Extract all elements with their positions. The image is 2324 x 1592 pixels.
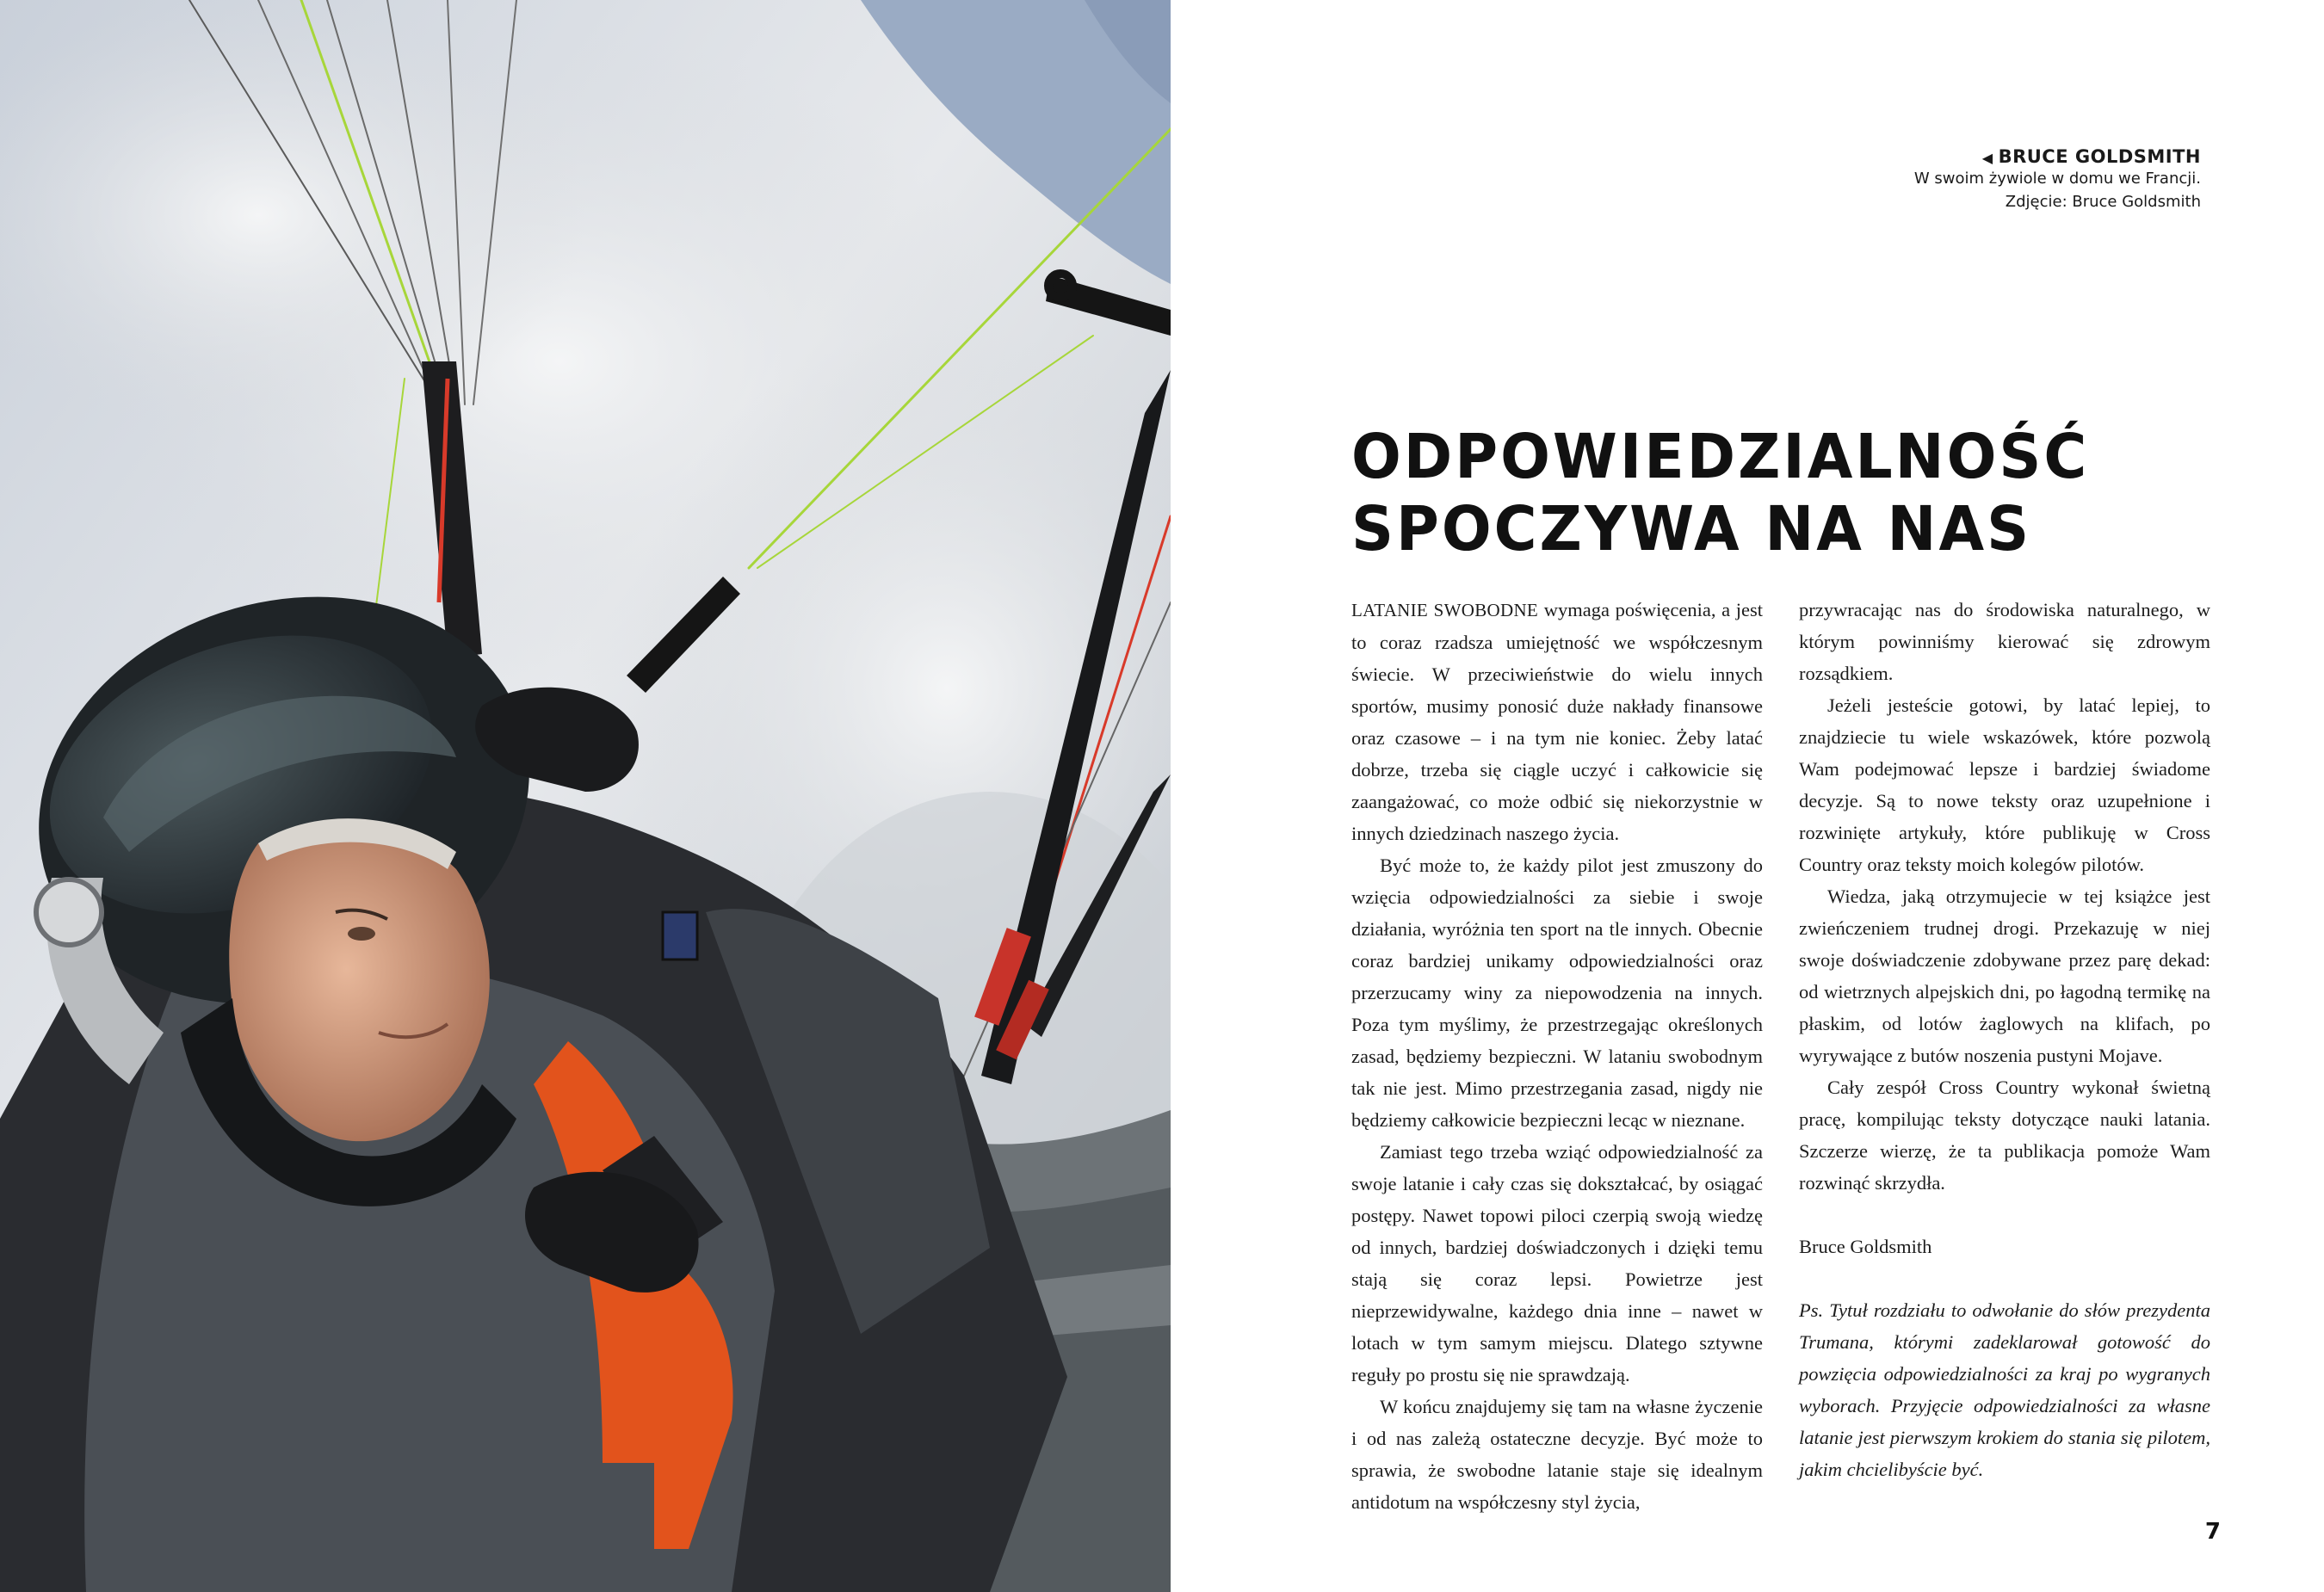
chapter-title [1351, 422, 2212, 566]
postscript: Ps. Tytuł rozdziału to odwołanie do słów prezydenta Trumana, którymi zadeklarował gotowość do powzięcia odpowiedzialności za kraj po wygranych wyborach. Przyjęcie odpowiedzialności za własne latanie jest pierwszym krokiem do stania się pilotem, jakim chcielibyście być. [1799, 1299, 2210, 1480]
body-paragraph: W końcu znajdujemy się tam na własne życzenie i od nas zależą ostateczne decyzje. Być może to sprawia, że swobodne latanie staje się idealnym antidotum na współczesny styl życia, [1351, 1396, 1763, 1513]
body-column-right [1799, 594, 2210, 1485]
photo-caption [1684, 146, 2201, 213]
page-number: 7 [2204, 1519, 2221, 1545]
body-paragraph: Jeżeli jesteście gotowi, by latać lepiej, to znajdziecie tu wiele wskazówek, które pozwolą Wam podejmować lepsze i bardziej świadome decyzje. Są to nowe teksty oraz uzupełnione i rozwinięte artykuły, które publikuję w Cross Country oraz teksty moich kolegów pilotów. [1799, 694, 2210, 875]
body-column-left [1351, 594, 1763, 1518]
caption-credit: Zdjęcie: Bruce Goldsmith [2005, 193, 2201, 211]
caption-arrow-icon: ◀ [1981, 150, 1993, 166]
body-paragraph: Być może to, że każdy pilot jest zmuszony do wzięcia odpowiedzialności za siebie i swoje działania, wyróżnia ten sport na tle innych. Obecnie coraz bardziej unikamy odpowiedzialności oraz przerzucamy winy za niepowodzenia na innych. Poza tym myślimy, że przestrzegając określonych zasad, będziemy bezpieczni. W lataniu swobodnym tak nie jest. Mimo przestrzegania zasad, nigdy nie będziemy całkowicie bezpieczni lecąc w nieznane. [1351, 855, 1763, 1131]
caption-description: W swoim żywiole w domu we Francji. [1913, 170, 2201, 188]
body-paragraph: Cały zespół Cross Country wykonał świetną pracę, kompilując teksty dotyczące nauki latania. Szczerze wierzę, że ta publikacja pomoże Wam rozwinąć skrzydła. [1799, 1077, 2210, 1194]
body-paragraph: Zamiast tego trzeba wziąć odpowiedzialność za swoje latanie i cały czas się dokształcać, by osiągać postępy. Nawet topowi piloci czerpią swoją wiedzę od innych, bardziej doświadczonych i dzięki temu stają się coraz lepsi. Powietrze jest nieprzewidywalne, każdego dnia inne – nawet w lotach w tym samym miejscu. Dlatego sztywne reguły po prostu się nie sprawdzają. [1351, 1141, 1763, 1385]
author-signature: Bruce Goldsmith [1799, 1236, 1932, 1257]
chapter-title-line-2: SPOCZYWA NA NAS [1351, 494, 2032, 565]
body-paragraph: przywracając nas do środowiska naturalnego, w którym powinniśmy kierować się zdrowym rozsądkiem. [1799, 599, 2210, 684]
body-paragraph: Wiedza, jaką otrzymujecie w tej książce jest zwieńczeniem trudnej drogi. Przekazuję w niej swoje doświadczenie zdobywane przez parę dekad: od wietrznych alpejskich dni, po łagodną termikę na płaskim, od lotów żaglowych na klifach, po wyrywające z butów noszenia pustyni Mojave. [1799, 885, 2210, 1066]
body-paragraph: LATANIE SWOBODNE wymaga poświęcenia, a jest to coraz rzadsza umiejętność we współczesnym świecie. W przeciwieństwie do wielu innych sportów, musimy ponosić duże nakłady finansowe oraz czasowe – i na tym nie koniec. Żeby latać dobrze, trzeba się ciągle uczyć i całkowicie się zaangażować, co może odbić się niekorzystnie w innych dziedzinach naszego życia. [1351, 599, 1763, 844]
lead-in: LATANIE SWOBODNE [1351, 600, 1539, 620]
chapter-title-line-1: ODPOWIEDZIALNOŚĆ [1351, 422, 2090, 493]
caption-name: ◀ BRUCE GOLDSMITH [1981, 146, 2201, 167]
